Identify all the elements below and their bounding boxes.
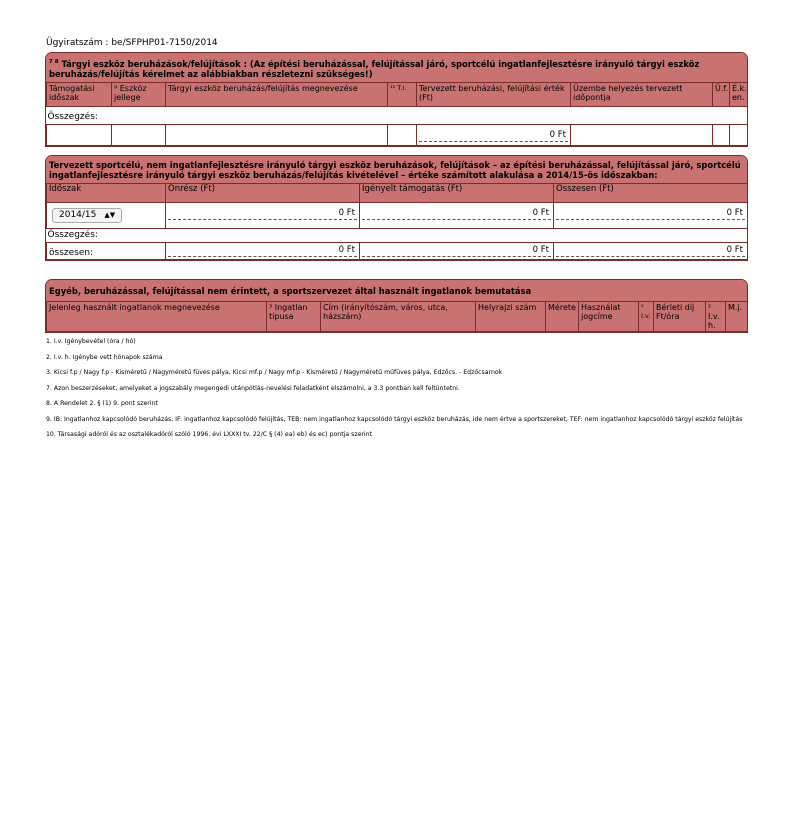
footnote: 2. I.v. h. Igénybe vett hónapok száma	[46, 353, 163, 361]
col-size: Mérete	[546, 302, 579, 332]
sum-cell	[112, 124, 166, 145]
col-ek: É.k. en.	[730, 82, 748, 106]
section1-table	[46, 82, 748, 146]
col-usage-months: ² I.v. h.	[706, 302, 726, 332]
col-period: Időszak	[47, 184, 166, 203]
section1-footnote-ref: 7 8	[49, 59, 59, 65]
grand-total: 0 Ft	[556, 244, 745, 257]
own-share-total: 0 Ft	[168, 244, 357, 257]
footnotes	[46, 338, 746, 447]
sum-cell	[388, 124, 417, 145]
section-other-properties	[45, 279, 748, 333]
footnote: 3. Kicsi f.p / Nagy f.p - Kisméretű / Nagyméretű füves pálya, Kicsi mf.p / Nagy mf.p - Kisméretű / Nagyméretű műfüves pálya, Edzőcs. - Edzőcsarnok	[46, 369, 503, 376]
section-asset-investments	[45, 52, 748, 147]
section1-summary-label: Összegzés:	[47, 106, 748, 124]
col-total: Összesen (Ft)	[554, 184, 748, 203]
section2-total-label: összesen:	[47, 243, 166, 260]
section1-title: $^{7 8}$ Tárgyi eszköz beruházások/felújítások : (Az építési beruházással, felújítással járó, sportcélú ingatlanfejlesztésre irányuló tárgyi eszköz beruházás/felújítás kérelmet az alábbiakban részletezni szükséges!)	[46, 53, 747, 82]
footnote: 9. IB: Ingatlanhoz kapcsolódó beruházás, IF: ingatlanhoz kapcsolódó felújítás, TEB: nem ingatlanhoz kapcsolódó tárgyi eszköz beruházás, ide nem értve a sportszereket, TEF: nem ingatlanhoz kapcsolódó tárgyi eszköz felújítás	[46, 415, 743, 423]
col-own-share: Önrész (Ft)	[166, 184, 360, 203]
period-select[interactable]: 2014/15 ▲▼	[52, 208, 122, 223]
col-property-type: ³ Ingatlan típusa	[267, 302, 321, 332]
own-share-value[interactable]: 0 Ft	[168, 207, 357, 220]
section2-table	[46, 183, 748, 260]
section2-title: Tervezett sportcélú, nem ingatlanfejlesztésre irányuló tárgyi eszköz beruházások, felújítások – az építési beruházással, felújítással járó, sportcélú ingatlanfejlesztésre irányuló tárgyi eszköz beruházás/felújítás kivételével – értéke számított alakulása a 2014/15-ös időszakban:	[46, 156, 747, 183]
section1-sum-value: 0 Ft	[419, 129, 568, 142]
col-commissioning-date: Üzembe helyezés tervezett időpontja	[571, 82, 713, 106]
footnote: 7. Azon beszerzéseket, amelyeket a jogszabály megengedi utánpótlás-nevelési feladatként elszámolni, a 3.3 pontban kell feltüntetni.	[46, 384, 460, 392]
section2-summary-label: Összegzés:	[47, 229, 748, 243]
col-support-period: Támogatási időszak	[47, 82, 112, 106]
total-value[interactable]: 0 Ft	[556, 207, 745, 220]
section1-sum-cell	[417, 124, 571, 145]
col-rental-fee: Bérleti díj Ft/óra	[654, 302, 706, 332]
reference-number: Ügyiratszám : be/SFPHP01-7150/2014	[46, 38, 218, 48]
col-lot-number: Helyrajzi szám	[476, 302, 546, 332]
footnote: 8. A Rendelet 2. § (1) 9. pont szerint	[46, 400, 158, 407]
period-cell	[47, 203, 166, 229]
col-requested-support: Igényelt támogatás (Ft)	[360, 184, 554, 203]
col-planned-value: Tervezett beruházási, felújítási érték (Ft)	[417, 82, 571, 106]
section-non-property-investments	[45, 155, 748, 261]
section3-table	[46, 301, 748, 332]
requested-support-value[interactable]: 0 Ft	[362, 207, 551, 220]
col-uf: Ü.f.	[713, 82, 730, 106]
col-asset-type: ⁹ Eszköz jellege	[112, 82, 166, 106]
sum-cell	[571, 124, 713, 145]
col-mj: M.j.	[726, 302, 748, 332]
sum-cell	[713, 124, 730, 145]
footnote: 1. I.v. Igénybevétel (óra / hó)	[46, 338, 136, 345]
requested-support-total: 0 Ft	[362, 244, 551, 257]
sum-cell	[730, 124, 748, 145]
col-usage: ¹ I.v.	[639, 302, 654, 332]
col-address: Cím (irányítószám, város, utca, házszám)	[321, 302, 476, 332]
updown-arrow-icon: ▲▼	[104, 211, 116, 219]
col-property-name: Jelenleg használt ingatlanok megnevezése	[47, 302, 267, 332]
section3-title: Egyéb, beruházással, felújítással nem érintett, a sportszervezet által használt ingatlanok bemutatása	[46, 280, 747, 301]
sum-cell	[47, 124, 112, 145]
col-asset-name: Tárgyi eszköz beruházás/felújítás megnevezése	[166, 82, 388, 106]
col-use-title: Használat jogcíme	[579, 302, 639, 332]
col-ti: ¹⁰ T.I.	[388, 82, 417, 106]
footnote: 10. Társasági adóról és az osztalékadóról szóló 1996. évi LXXXI tv. 22/C § (4) ea) eb) és ec) pontja szerint	[46, 431, 372, 438]
sum-cell	[166, 124, 388, 145]
